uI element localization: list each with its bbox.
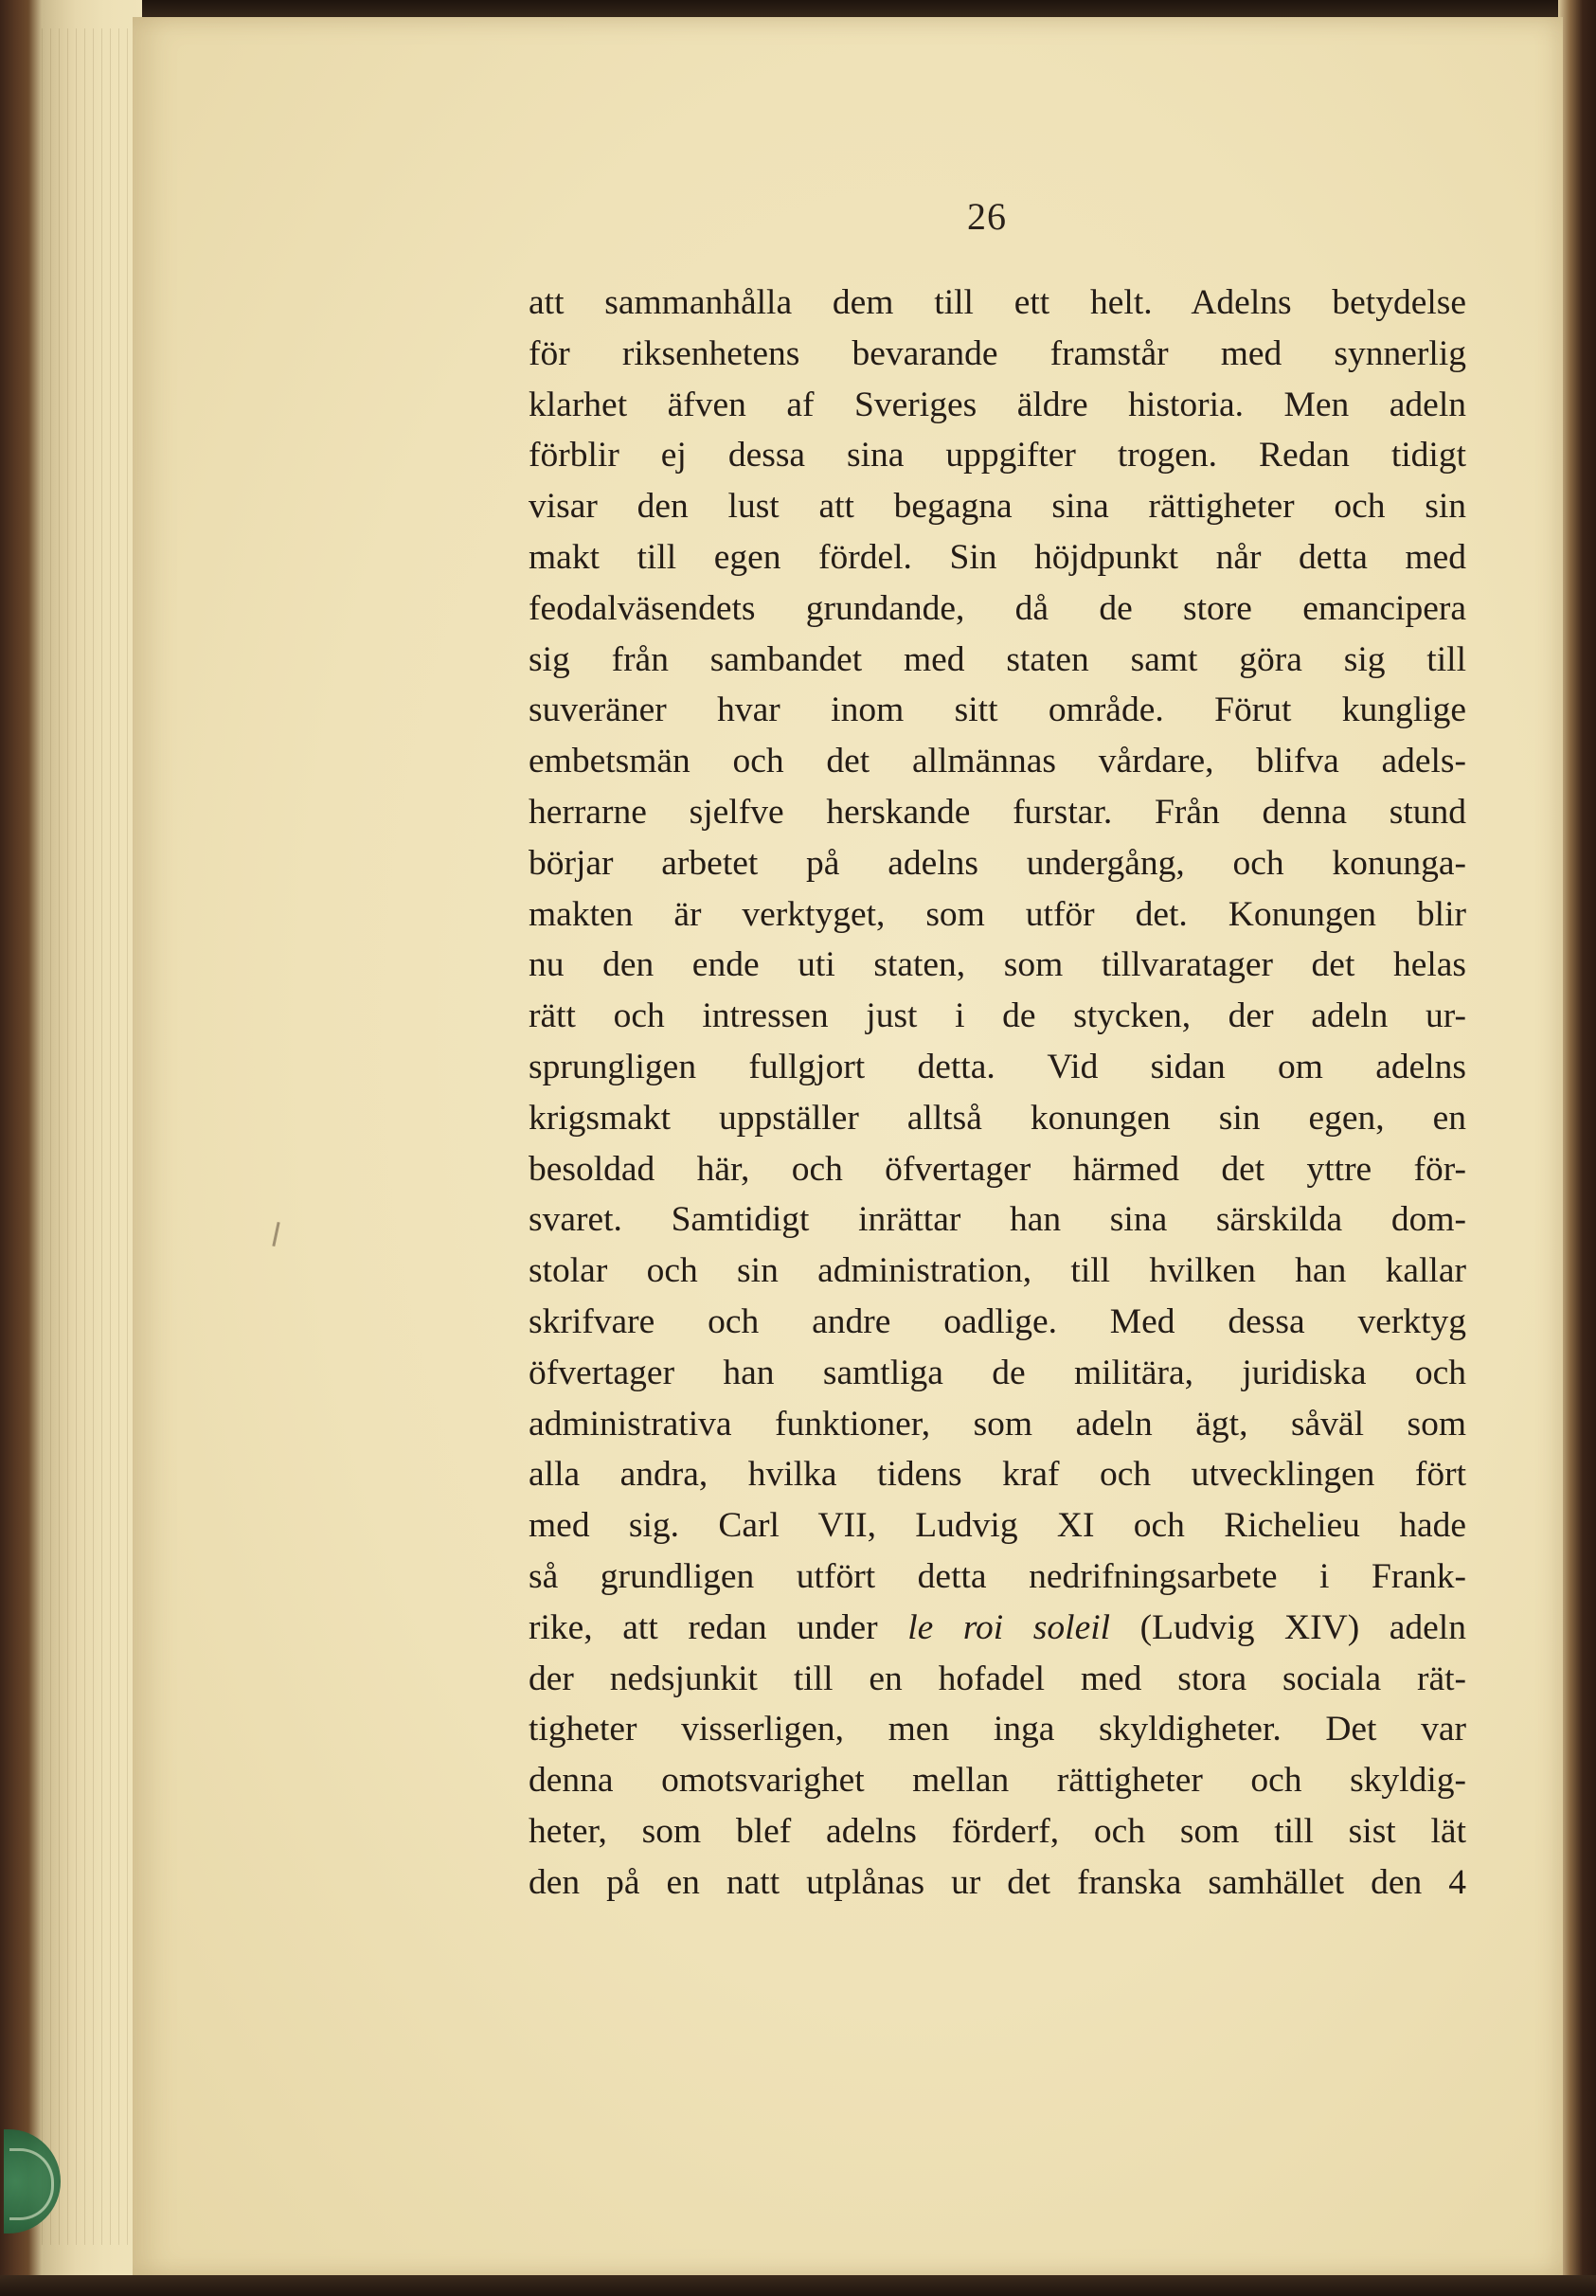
page-number: 26 bbox=[967, 195, 1007, 238]
italic-phrase: le roi soleil bbox=[907, 1607, 1111, 1647]
text-line: så grundligen utfört detta nedrifningsarbete i Frank- bbox=[529, 1556, 1466, 1596]
text-line: administrativa funktioner, som adeln ägt, såväl som bbox=[529, 1404, 1466, 1444]
text-segment: rike, att redan under bbox=[529, 1607, 908, 1647]
book-fore-edge bbox=[1558, 0, 1596, 2296]
text-line: sprungligen fullgjort detta. Vid sidan om adelns bbox=[529, 1047, 1466, 1086]
text-line: klarhet äfven af Sveriges äldre historia. Men adeln bbox=[529, 385, 1466, 424]
text-line: stolar och sin administration, till hvilken han kallar bbox=[529, 1251, 1466, 1291]
stamp-ring bbox=[9, 2148, 54, 2220]
text-line: heter, som blef adelns förderf, och som till sist lät bbox=[529, 1811, 1466, 1851]
text-line: besoldad här, och öfvertager härmed det yttre för- bbox=[529, 1149, 1466, 1189]
text-line: med sig. Carl VII, Ludvig XI och Richelieu hade bbox=[529, 1506, 1466, 1546]
text-line: förblir ej dessa sina uppgifter trogen. Redan tidigt bbox=[529, 436, 1466, 475]
text-line: herrarne sjelfve herskande furstar. Från denna stund bbox=[529, 792, 1466, 832]
scan-bottom-edge bbox=[0, 2275, 1596, 2296]
text-line: feodalväsendets grundande, då de store emancipera bbox=[529, 588, 1466, 628]
page-stack-edges bbox=[42, 28, 136, 2245]
text-line: rätt och intressen just i de stycken, der adeln ur- bbox=[529, 996, 1466, 1036]
text-line: makt till egen fördel. Sin höjdpunkt når detta med bbox=[529, 537, 1466, 577]
text-line: tigheter visserligen, men inga skyldigheter. Det var bbox=[529, 1710, 1466, 1749]
text-line: börjar arbetet på adelns undergång, och konunga- bbox=[529, 843, 1466, 883]
text-line-with-italic bbox=[529, 1603, 1466, 1654]
text-line: nu den ende uti staten, som tillvaratager det helas bbox=[529, 945, 1466, 985]
text-line: den på en natt utplånas ur det franska samhället den 4 bbox=[529, 1862, 1466, 1902]
page-body-text bbox=[529, 278, 1466, 1909]
text-line: krigsmakt uppställer alltså konungen sin egen, en bbox=[529, 1098, 1466, 1138]
text-line: visar den lust att begagna sina rättigheter och sin bbox=[529, 487, 1466, 527]
text-line: embetsmän och det allmännas vårdare, blifva adels- bbox=[529, 742, 1466, 781]
text-line: svaret. Samtidigt inrättar han sina särskilda dom- bbox=[529, 1200, 1466, 1240]
text-line: der nedsjunkit till en hofadel med stora sociala rät- bbox=[529, 1659, 1466, 1698]
text-line: att sammanhålla dem till ett helt. Adelns betydelse bbox=[529, 283, 1466, 322]
text-line: suveräner hvar inom sitt område. Förut kunglige bbox=[529, 691, 1466, 730]
text-line: alla andra, hvilka tidens kraf och utvecklingen fört bbox=[529, 1455, 1466, 1495]
text-line: skrifvare och andre oadlige. Med dessa verktyg bbox=[529, 1301, 1466, 1341]
text-segment: (Ludvig XIV) adeln bbox=[1110, 1607, 1466, 1647]
text-line: öfvertager han samtliga de militära, juridiska och bbox=[529, 1353, 1466, 1392]
text-line: sig från sambandet med staten samt göra sig till bbox=[529, 639, 1466, 679]
text-line: denna omotsvarighet mellan rättigheter och skyldig- bbox=[529, 1761, 1466, 1801]
text-line: för riksenhetens bevarande framstår med synnerlig bbox=[529, 333, 1466, 373]
text-line: makten är verktyget, som utför det. Konungen blir bbox=[529, 894, 1466, 934]
